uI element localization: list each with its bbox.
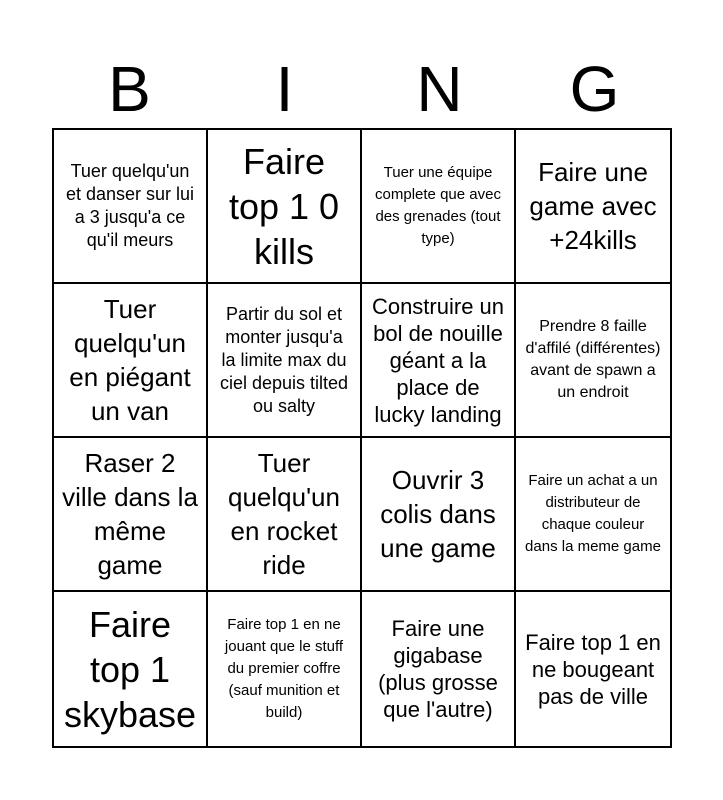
bingo-cell[interactable] bbox=[516, 592, 670, 746]
bingo-cell[interactable] bbox=[54, 284, 208, 438]
bingo-cell[interactable] bbox=[54, 592, 208, 746]
bingo-cell-text: Tuer une équipe complete que avec des grenades (tout type) bbox=[375, 164, 501, 247]
header-letter-i: I bbox=[275, 53, 294, 125]
bingo-cell-text: Faire top 1 0 kills bbox=[228, 140, 340, 272]
bingo-cell-text: Tuer quelqu'un et danser sur lui a 3 jusqu'a ce qu'il meurs bbox=[65, 161, 195, 250]
bingo-cell-text: Ouvrir 3 colis dans une game bbox=[380, 465, 496, 563]
bingo-cell[interactable] bbox=[362, 438, 516, 592]
bingo-cell[interactable] bbox=[516, 284, 670, 438]
bingo-cell[interactable] bbox=[362, 284, 516, 438]
bingo-cell-text: Tuer quelqu'un en piégant un van bbox=[69, 294, 191, 426]
bingo-cell-text: Faire top 1 en ne jouant que le stuff du premier coffre (sauf munition et build) bbox=[224, 616, 344, 721]
bingo-header bbox=[52, 48, 672, 130]
bingo-cell-text: Raser 2 ville dans la même game bbox=[62, 448, 198, 580]
bingo-cell[interactable] bbox=[208, 592, 362, 746]
bingo-cell[interactable] bbox=[208, 438, 362, 592]
bingo-cell[interactable] bbox=[54, 438, 208, 592]
bingo-cell[interactable] bbox=[208, 130, 362, 284]
bingo-cell-text: Faire une gigabase (plus grosse que l'autre) bbox=[378, 616, 498, 722]
bingo-cell[interactable] bbox=[362, 130, 516, 284]
bingo-cell[interactable] bbox=[54, 130, 208, 284]
header-letter-b: B bbox=[108, 53, 151, 125]
bingo-cell-text: Tuer quelqu'un en rocket ride bbox=[228, 448, 340, 580]
bingo-cell[interactable] bbox=[516, 438, 670, 592]
header-letter-g: G bbox=[569, 53, 620, 125]
bingo-cell-text: Faire top 1 en ne bougeant pas de ville bbox=[525, 629, 661, 709]
bingo-cell-text: Partir du sol et monter jusqu'a la limite max du ciel depuis tilted ou salty bbox=[219, 303, 349, 416]
bingo-cell[interactable] bbox=[208, 284, 362, 438]
bingo-cell-text: Faire top 1 skybase bbox=[63, 603, 197, 735]
bingo-cell[interactable] bbox=[362, 592, 516, 746]
bingo-cell-text: Faire un achat a un distributeur de chaque couleur dans la meme game bbox=[525, 472, 661, 555]
bingo-cell[interactable] bbox=[516, 130, 670, 284]
bingo-cell-text: Construire un bol de nouille géant a la place de lucky landing bbox=[371, 293, 505, 427]
bingo-grid bbox=[52, 128, 672, 748]
bingo-cell-text: Faire une game avec +24kills bbox=[529, 157, 657, 255]
header-letter-n: N bbox=[416, 53, 463, 125]
bingo-cell-text: Prendre 8 faille d'affilé (différentes) avant de spawn a un endroit bbox=[525, 318, 661, 401]
